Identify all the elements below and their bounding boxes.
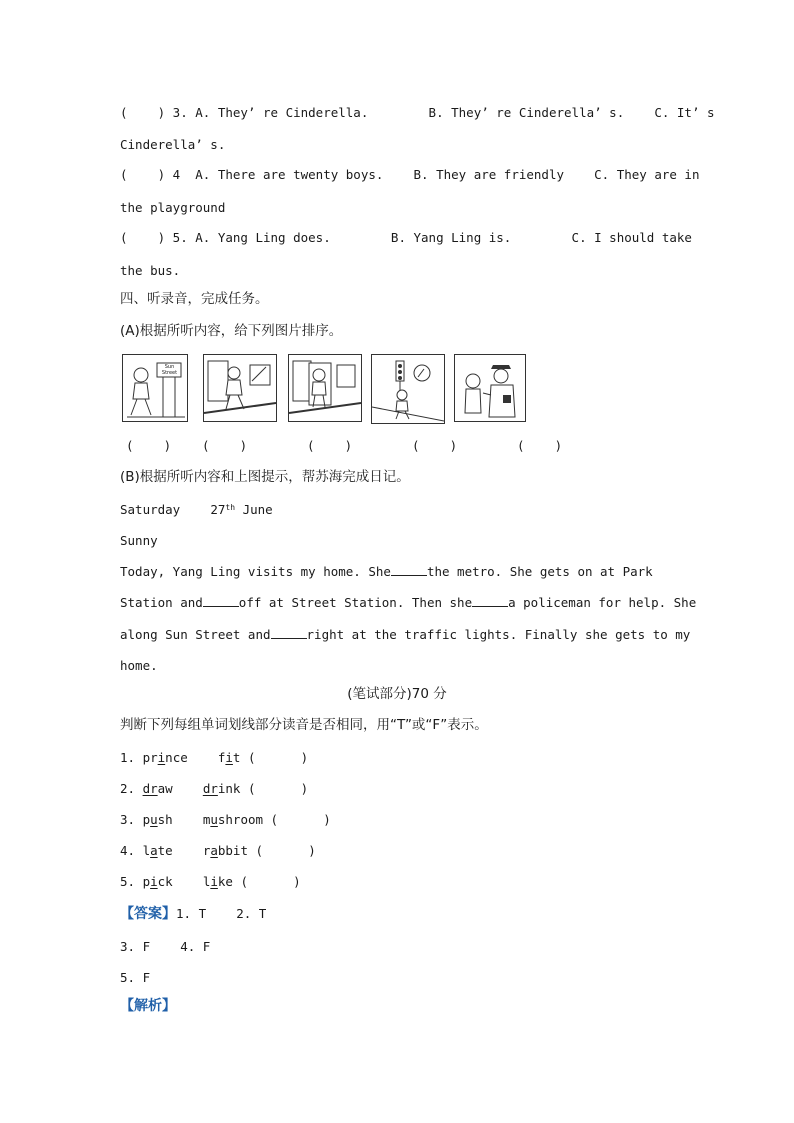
answer-paren[interactable]: ( ) xyxy=(247,843,316,858)
blank-1[interactable] xyxy=(391,564,427,576)
picture-strip xyxy=(122,354,532,426)
order-paren-2[interactable]: ( ) xyxy=(202,438,248,453)
answer-text: 1. T 2. T xyxy=(176,906,267,921)
item-number: 3. xyxy=(120,812,143,827)
diary-line-4: home. xyxy=(120,658,158,673)
picture-girl-policeman xyxy=(454,354,526,422)
diary-line-3 xyxy=(120,627,690,643)
underlined-part: dr xyxy=(142,781,158,796)
word-part: p xyxy=(142,812,151,827)
word-part: te xyxy=(157,843,173,858)
phonics-item-1 xyxy=(120,750,308,766)
diary-text: right at the traffic lights. Finally she gets to my xyxy=(306,627,691,642)
order-paren-3[interactable]: ( ) xyxy=(307,438,353,453)
word-part: r xyxy=(202,843,211,858)
diary-text: a policeman for help. She xyxy=(508,595,697,610)
word-part: nce xyxy=(165,750,188,765)
gap xyxy=(188,750,218,765)
underlined-part: u xyxy=(210,812,218,827)
picture-girl-metro-exit xyxy=(203,354,277,422)
word-part: shroom xyxy=(217,812,264,827)
diary-date-line xyxy=(120,502,273,518)
diary-date-sup: th xyxy=(225,503,236,512)
phonics-item-5 xyxy=(120,874,301,890)
q5-options: ( ) 5. A. Yang Ling does. B. Yang Ling is. C. I should take xyxy=(120,230,692,245)
phonics-item-2 xyxy=(120,781,308,797)
underlined-part: a xyxy=(150,843,158,858)
diary-text: Station and xyxy=(120,595,203,610)
word-part: sh xyxy=(157,812,173,827)
q3-options-cont: Cinderella’ s. xyxy=(120,137,226,152)
gap xyxy=(173,812,203,827)
q3-options: ( ) 3. A. They’ re Cinderella. B. They’ re Cinderella’ s. C. It’ s xyxy=(120,105,715,120)
picture-girl-metro-door xyxy=(288,354,362,422)
word-part: l xyxy=(142,843,151,858)
diary-line-1 xyxy=(120,564,653,580)
underlined-part: i xyxy=(150,874,158,889)
gap xyxy=(173,781,203,796)
word-part: pr xyxy=(142,750,158,765)
answer-paren[interactable]: ( ) xyxy=(263,812,331,827)
item-number: 2. xyxy=(120,781,143,796)
underlined-part: i xyxy=(225,750,233,765)
q5-options-cont: the bus. xyxy=(120,263,181,278)
part-b-instruction: (B)根据所听内容和上图提示，帮苏海完成日记。 xyxy=(120,469,410,485)
phonics-item-3 xyxy=(120,812,331,828)
q4-options-cont: the playground xyxy=(120,200,226,215)
diary-weather: Sunny xyxy=(120,533,158,548)
word-part: t xyxy=(232,750,241,765)
answer-paren[interactable]: ( ) xyxy=(232,874,301,889)
blank-4[interactable] xyxy=(271,627,307,639)
diary-line-2 xyxy=(120,595,696,611)
answer-label: 【答案】 xyxy=(120,906,176,922)
picture-girl-at-sign xyxy=(122,354,188,422)
word-part: l xyxy=(202,874,211,889)
word-part: f xyxy=(217,750,226,765)
analysis-label: 【解析】 xyxy=(120,998,176,1014)
gap xyxy=(173,874,203,889)
written-instruction: 判断下列每组单词划线部分读音是否相同，用“T”或“F”表示。 xyxy=(120,717,488,733)
part-a-instruction: (A)根据所听内容，给下列图片排序。 xyxy=(120,323,343,339)
order-paren-5[interactable]: ( ) xyxy=(517,438,563,453)
underlined-part: dr xyxy=(202,781,218,796)
order-paren-1[interactable]: ( ) xyxy=(126,438,172,453)
order-paren-4[interactable]: ( ) xyxy=(412,438,458,453)
word-part: bbit xyxy=(217,843,248,858)
written-title: (笔试部分)70 分 xyxy=(347,686,447,702)
diary-text: along Sun Street and xyxy=(120,627,271,642)
underlined-part: i xyxy=(157,750,166,765)
word-part: ink xyxy=(217,781,241,796)
word-part: aw xyxy=(157,781,173,796)
diary-text: Today, Yang Ling visits my home. She xyxy=(120,564,391,579)
answer-paren[interactable]: ( ) xyxy=(240,781,309,796)
word-part: ck xyxy=(157,874,173,889)
underlined-part: u xyxy=(150,812,158,827)
word-part: p xyxy=(142,874,151,889)
answer-line-1 xyxy=(120,906,266,922)
underlined-part: a xyxy=(210,843,218,858)
item-number: 1. xyxy=(120,750,143,765)
diary-month: June xyxy=(242,502,273,517)
diary-day: Saturday xyxy=(120,502,181,517)
word-part: ke xyxy=(217,874,233,889)
item-number: 5. xyxy=(120,874,143,889)
word-part: m xyxy=(202,812,211,827)
item-number: 4. xyxy=(120,843,143,858)
answer-line-3: 5. F xyxy=(120,970,151,985)
answer-line-2: 3. F 4. F xyxy=(120,939,211,954)
answer-paren[interactable]: ( ) xyxy=(240,750,309,765)
section4-heading: 四、听录音，完成任务。 xyxy=(120,291,269,307)
q4-options: ( ) 4 A. There are twenty boys. B. They are friendly C. They are in xyxy=(120,167,700,182)
blank-2[interactable] xyxy=(203,595,239,607)
diary-date-num: 27 xyxy=(210,502,226,517)
gap xyxy=(173,843,203,858)
blank-3[interactable] xyxy=(472,595,508,607)
diary-text: the metro. She gets on at Park xyxy=(426,564,653,579)
underlined-part: i xyxy=(210,874,218,889)
phonics-item-4 xyxy=(120,843,316,859)
picture-girl-traffic-lights xyxy=(371,354,445,424)
diary-text: off at Street Station. Then she xyxy=(238,595,473,610)
sign-text: Sun Street xyxy=(161,364,178,376)
